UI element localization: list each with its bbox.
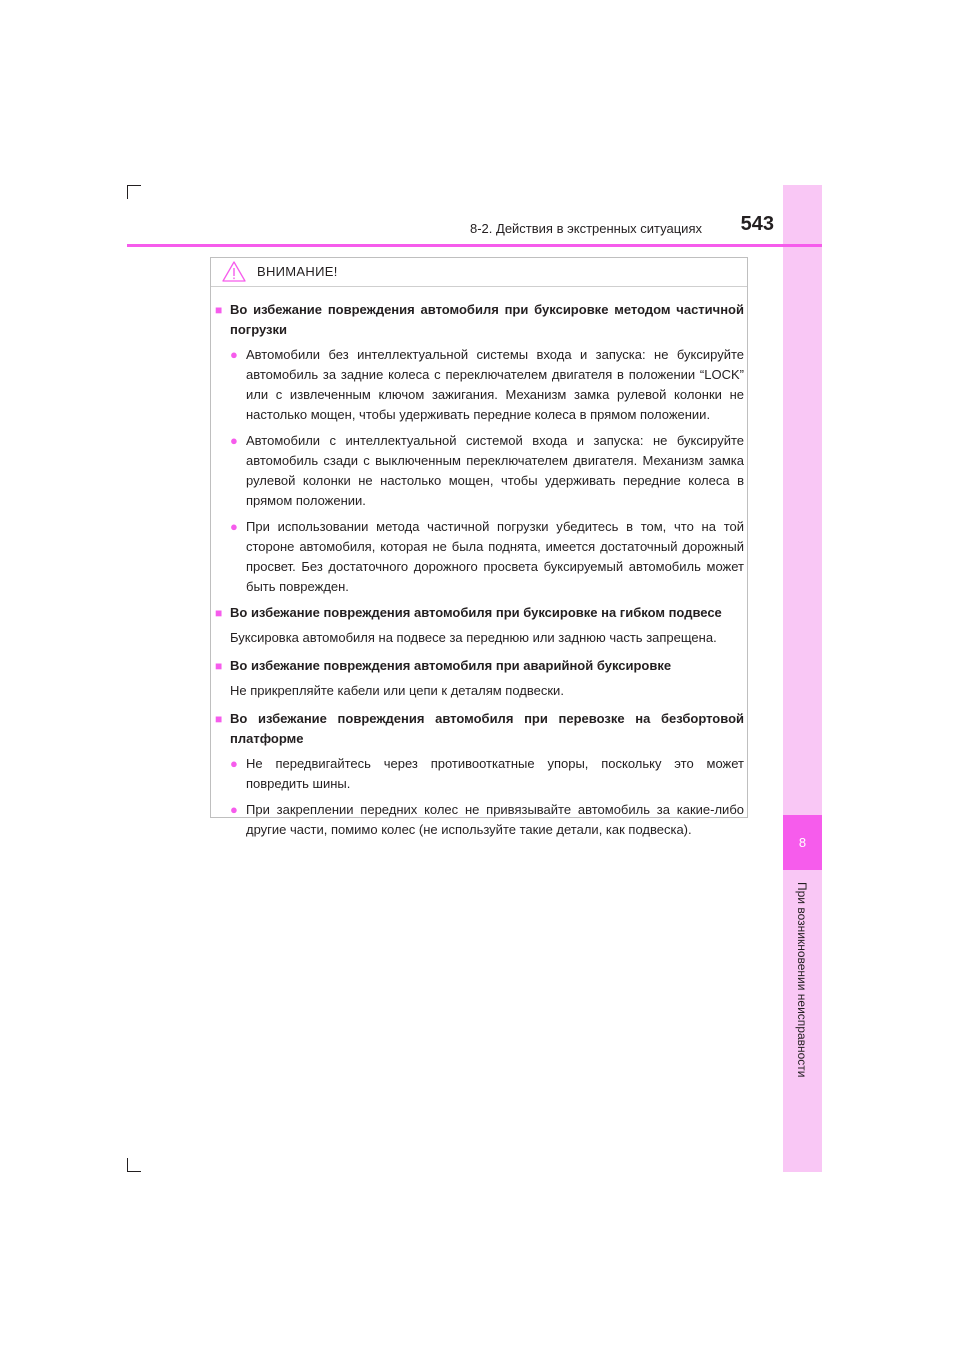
- chapter-number: 8: [783, 815, 822, 870]
- circle-bullet-icon: ●: [230, 802, 238, 817]
- header-rule: [127, 244, 822, 247]
- caution-body: [215, 300, 744, 846]
- section-heading: ■ Во избежание повреждения автомобиля при буксировке методом частичной погрузки: [215, 300, 744, 340]
- section-heading: ■ Во избежание повреждения автомобиля при перевозке на безбортовой платформе: [215, 709, 744, 749]
- circle-bullet-icon: ●: [230, 347, 238, 362]
- circle-bullet-icon: ●: [230, 756, 238, 771]
- list-item: ● При закреплении передних колес не привязывайте автомобиль за какие-либо другие части, помимо колес (не используйте такие детали, как подвеска).: [230, 800, 744, 840]
- caution-box: [210, 257, 748, 837]
- square-bullet-icon: ■: [215, 303, 223, 317]
- square-bullet-icon: ■: [215, 712, 223, 726]
- crop-mark-top-left-horizontal: [127, 185, 141, 186]
- page-number: 543: [740, 213, 774, 235]
- crop-mark-top-left-vertical: [127, 185, 128, 199]
- chapter-title: При возникновении неисправности: [795, 882, 809, 1078]
- list-item: ● При использовании метода частичной погрузки убедитесь в том, что на той стороне автомобиля, которая не была поднята, имеется достаточный дорожный просвет. Без достаточного дорожного просвета буксируемый автомобиль может быть поврежден.: [230, 517, 744, 597]
- warning-triangle-icon: [221, 260, 247, 283]
- section-title: 8-2. Действия в экстренных ситуациях: [470, 221, 702, 236]
- paragraph: Не прикрепляйте кабели или цепи к деталям подвески.: [230, 683, 564, 698]
- section-heading: ■ Во избежание повреждения автомобиля при буксировке на гибком подвесе: [215, 603, 744, 623]
- section-heading: ■ Во избежание повреждения автомобиля при аварийной буксировке: [215, 656, 744, 676]
- list-item: ● Автомобили без интеллектуальной системы входа и запуска: не буксируйте автомобиль за задние колеса с переключателем двигателя в положении “LOCK” или с извлеченным ключом зажигания. Механизм замка рулевой колонки не настолько мощен, чтобы удерживать передние колеса в прямом положении.: [230, 345, 744, 425]
- square-bullet-icon: ■: [215, 659, 223, 673]
- circle-bullet-icon: ●: [230, 519, 238, 534]
- circle-bullet-icon: ●: [230, 433, 238, 448]
- list-item: ● Автомобили с интеллектуальной системой входа и запуска: не буксируйте автомобиль сзади с выключенным переключателем двигателя. Механизм замка рулевой колонки не настолько мощен, чтобы удерживать передние колеса в прямом положении.: [230, 431, 744, 511]
- square-bullet-icon: ■: [215, 606, 223, 620]
- crop-mark-bottom-left-horizontal: [127, 1171, 141, 1172]
- list-item: ● Не передвигайтесь через противооткатные упоры, поскольку это может повредить шины.: [230, 754, 744, 794]
- caution-title: ВНИМАНИЕ!: [257, 264, 338, 279]
- paragraph: Буксировка автомобиля на подвесе за переднюю или заднюю часть запрещена.: [230, 630, 717, 645]
- crop-mark-bottom-left-vertical: [127, 1158, 128, 1172]
- caution-header: [211, 258, 747, 287]
